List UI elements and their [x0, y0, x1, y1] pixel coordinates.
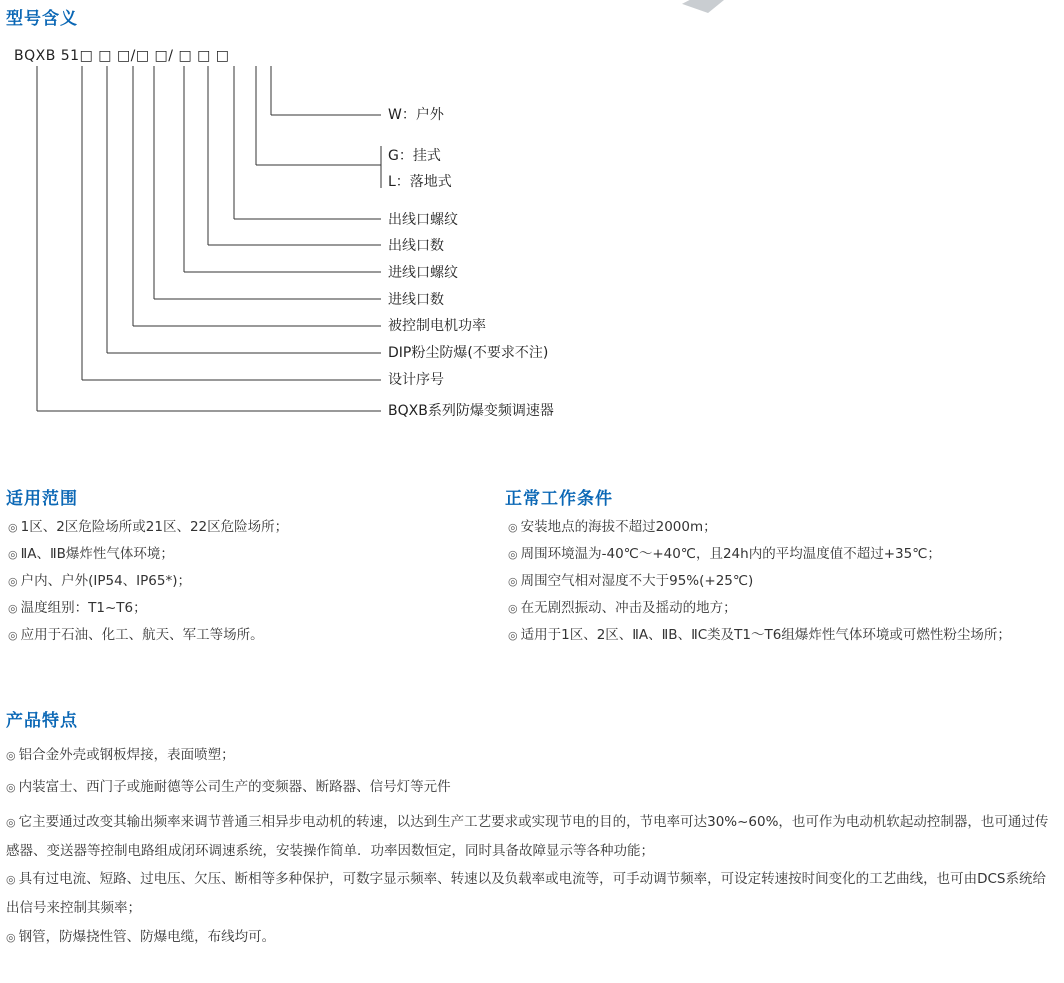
list-item: ◎ 应用于石油、化工、航天、军工等场所。	[8, 627, 264, 643]
bullet-icon: ◎	[508, 521, 518, 534]
label-in-count: 进线口数	[388, 292, 444, 308]
bullet-icon: ◎	[6, 931, 16, 944]
label-power: 被控制电机功率	[388, 318, 486, 334]
bullet-icon: ◎	[508, 548, 518, 561]
features-title: 产品特点	[6, 711, 78, 731]
scope-list	[8, 517, 288, 652]
list-item: ◎ 周围环境温为-40℃～+40℃，且24h内的平均温度值不超过+35℃；	[508, 546, 941, 562]
label-dip: DIP粉尘防爆(不要求不注)	[388, 345, 549, 361]
bullet-icon: ◎	[6, 749, 16, 762]
label-series: BQXB系列防爆变频调速器	[388, 403, 554, 419]
label-l: L：落地式	[388, 174, 452, 190]
list-item: ◎ 安装地点的海拔不超过2000m；	[508, 519, 717, 535]
list-item: ◎ 具有过电流、短路、过电压、欠压、断相等多种保护，可数字显示频率、转速以及负载率或电流等，可手动调节频率，可设定转速按时间变化的工艺曲线，也可由DCS系统给出信号来控制其频率；	[6, 871, 1046, 916]
list-item: ◎ 户内、户外(IP54、IP65*)；	[8, 573, 191, 589]
list-item: ◎ 内装富士、西门子或施耐德等公司生产的变频器、断路器、信号灯等元件	[6, 779, 451, 795]
model-meaning-title: 型号含义	[6, 9, 78, 29]
list-item: ◎ 周围空气相对湿度不大于95%(+25℃)	[508, 573, 754, 589]
list-item: ◎ 1区、2区危险场所或21区、22区危险场所；	[8, 519, 289, 535]
label-out-thread: 出线口螺纹	[388, 212, 458, 228]
bullet-icon: ◎	[508, 602, 518, 615]
list-item: ◎ 适用于1区、2区、ⅡA、ⅡB、ⅡC类及T1～T6组爆炸性气体环境或可燃性粉尘场所；	[508, 627, 1011, 643]
bullet-icon: ◎	[8, 629, 18, 642]
list-item: ◎ 在无剧烈振动、冲击及摇动的地方；	[508, 600, 737, 616]
bullet-icon: ◎	[6, 873, 16, 886]
features-list	[6, 744, 1056, 958]
bullet-icon: ◎	[8, 548, 18, 561]
bullet-icon: ◎	[6, 781, 16, 794]
label-out-count: 出线口数	[388, 238, 444, 254]
scope-title: 适用范围	[6, 489, 78, 509]
label-serial: 设计序号	[388, 372, 444, 388]
bullet-icon: ◎	[8, 521, 18, 534]
list-item: ◎ ⅡA、ⅡB爆炸性气体环境；	[8, 546, 174, 562]
label-in-thread: 进线口螺纹	[388, 265, 458, 281]
list-item: ◎ 钢管，防爆挠性管、防爆电缆，布线均可。	[6, 929, 276, 945]
label-g: G：挂式	[388, 148, 441, 164]
label-w: W：户外	[388, 107, 444, 123]
list-item: ◎ 温度组别：T1~T6；	[8, 600, 147, 616]
model-code: BQXB 51□ □ □/□ □/ □ □ □	[14, 48, 230, 64]
model-diagram	[0, 60, 640, 430]
list-item: ◎ 铝合金外壳或钢板焊接，表面喷塑；	[6, 747, 235, 763]
list-item: ◎ 它主要通过改变其输出频率来调节普通三相异步电动机的转速，以达到生产工艺要求或实现节电的目的，节电率可达30%~60%，也可作为电动机软起动控制器，也可通过传感器、变送器等控制电路组成闭环调速系统，安装操作简单．功率因数恒定，同时具备故障显示等各种功能；	[6, 814, 1049, 859]
decorative-shape	[682, 0, 724, 13]
conditions-title: 正常工作条件	[505, 489, 613, 509]
bullet-icon: ◎	[8, 602, 18, 615]
bullet-icon: ◎	[508, 629, 518, 642]
bullet-icon: ◎	[508, 575, 518, 588]
bullet-icon: ◎	[8, 575, 18, 588]
conditions-list	[508, 517, 1054, 652]
bullet-icon: ◎	[6, 816, 16, 829]
